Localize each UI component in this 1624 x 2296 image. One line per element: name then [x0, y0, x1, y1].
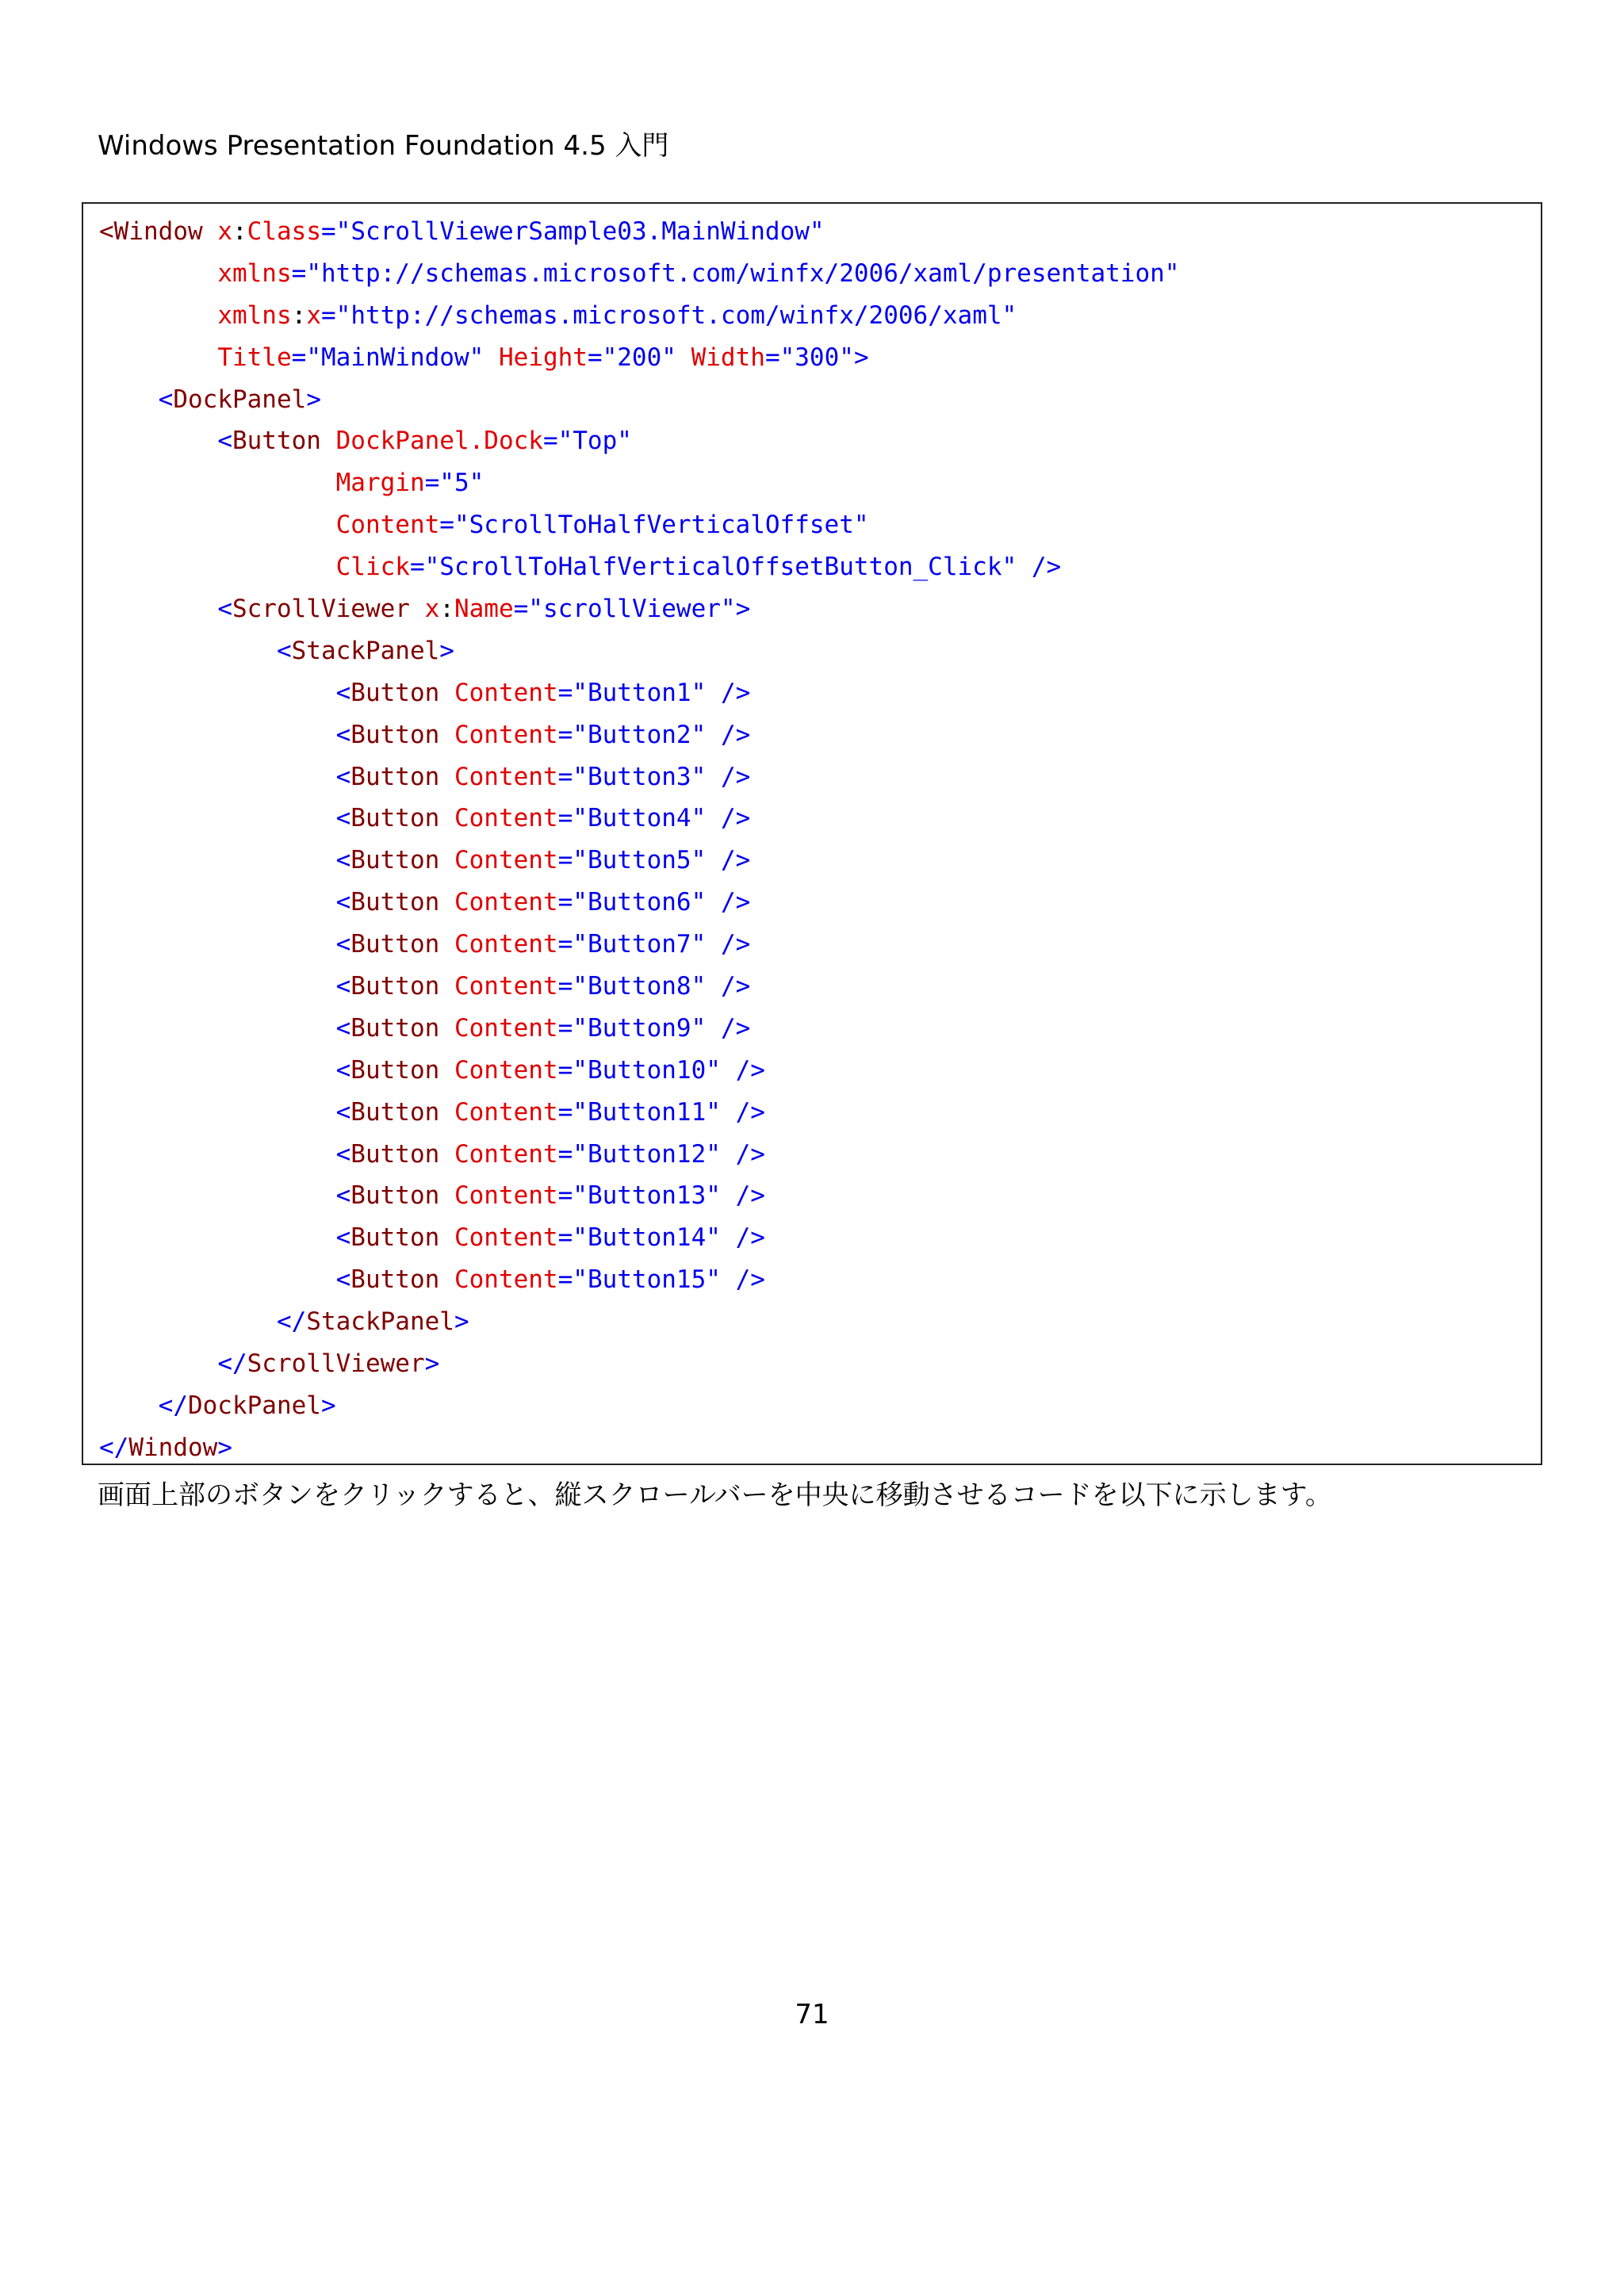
code-indent — [99, 1223, 336, 1252]
code-token: Content — [454, 1265, 558, 1295]
code-token: = — [764, 342, 780, 372]
code-token: Button — [350, 720, 440, 749]
code-token: Content — [454, 1223, 558, 1253]
code-token: = — [439, 511, 454, 540]
code-token: : — [232, 217, 247, 246]
code-token: < — [158, 385, 174, 414]
code-token: Content — [454, 720, 558, 749]
code-token: ScrollViewer — [232, 595, 410, 624]
code-token: < — [335, 888, 351, 917]
code-token: xmlns — [217, 300, 292, 330]
code-line — [99, 756, 1541, 798]
code-indent — [99, 1014, 336, 1043]
code-line — [99, 798, 1541, 840]
code-token: Button — [350, 1181, 440, 1211]
code-token — [203, 217, 218, 246]
code-token: "Button2" — [573, 720, 707, 749]
code-token: /> — [1031, 553, 1062, 582]
code-line — [99, 546, 1541, 588]
code-token: "Top" — [557, 427, 632, 456]
code-token: < — [335, 1265, 351, 1295]
code-token — [410, 595, 425, 623]
code-token: "Button9" — [573, 1013, 707, 1043]
code-token: Window — [128, 1433, 218, 1462]
code-token: = — [557, 678, 573, 707]
code-token: "Button3" — [573, 762, 707, 791]
code-token — [321, 427, 336, 455]
code-token: /> — [720, 1013, 751, 1043]
code-indent — [99, 1391, 159, 1420]
code-token: Button — [350, 762, 440, 791]
code-token — [706, 888, 721, 916]
code-token: < — [335, 804, 351, 833]
code-token: Height — [498, 342, 588, 372]
code-token — [439, 930, 454, 959]
code-token — [721, 1223, 736, 1252]
code-token: = — [557, 720, 573, 749]
code-token: Content — [454, 972, 558, 1001]
code-token: </ — [276, 1307, 307, 1337]
code-token — [706, 804, 721, 832]
code-token: "http://schemas.microsoft.com/winfx/2006/xaml/presentation" — [306, 258, 1180, 288]
code-token: Button — [350, 804, 440, 833]
code-indent — [99, 721, 336, 749]
code-token: /> — [735, 1265, 765, 1295]
code-token: "MainWindow" — [306, 342, 485, 372]
code-token: = — [557, 1223, 573, 1253]
code-token: x — [424, 595, 440, 624]
code-line — [99, 337, 1541, 379]
code-token: < — [335, 1097, 351, 1127]
code-token: Button — [350, 930, 440, 959]
code-token: < — [335, 1013, 351, 1043]
code-token: Button — [350, 1265, 440, 1295]
code-token — [706, 679, 721, 707]
code-token: "Button6" — [573, 888, 707, 917]
code-token: DockPanel.Dock — [335, 427, 543, 456]
code-line — [99, 1301, 1541, 1343]
code-token: = — [291, 258, 307, 288]
code-token: < — [335, 762, 351, 791]
code-token: StackPanel — [291, 636, 440, 665]
code-token — [439, 1014, 454, 1043]
code-line — [99, 462, 1541, 504]
code-token: = — [557, 888, 573, 917]
code-token: "Button13" — [573, 1181, 721, 1211]
code-token — [439, 972, 454, 1001]
code-token: < — [335, 1139, 351, 1169]
code-token — [706, 721, 721, 749]
code-line — [99, 1008, 1541, 1050]
caption-text: 画面上部のボタンをクリックすると、縦スクロールバーを中央に移動させるコードを以下に示します。 — [98, 1479, 1332, 1511]
code-token: Button — [350, 846, 440, 875]
code-token: = — [557, 804, 573, 833]
code-token: /> — [720, 972, 751, 1001]
code-token: xmlns — [217, 258, 292, 288]
code-token — [439, 1056, 454, 1085]
code-line — [99, 1343, 1541, 1385]
code-token: "Button15" — [573, 1265, 721, 1295]
code-token: /> — [735, 1223, 765, 1253]
code-token: </ — [217, 1349, 247, 1379]
code-line — [99, 420, 1541, 462]
code-token: "Button12" — [573, 1139, 721, 1169]
code-token: : — [291, 300, 307, 330]
code-token — [439, 1181, 454, 1210]
code-token: "200" — [602, 342, 676, 372]
code-token: = — [291, 342, 307, 372]
code-token: "ScrollToHalfVerticalOffsetButton_Click" — [424, 553, 1017, 582]
code-token: /> — [720, 762, 751, 791]
code-token: "Button8" — [573, 972, 707, 1001]
code-token — [439, 1098, 454, 1127]
code-listing — [82, 202, 1542, 1465]
code-token: = — [557, 1097, 573, 1127]
code-line — [99, 1217, 1541, 1259]
code-token: > — [735, 595, 751, 624]
code-token: < — [335, 1223, 351, 1253]
code-token: Button — [350, 1097, 440, 1127]
code-token — [706, 846, 721, 874]
code-line — [99, 1050, 1541, 1092]
code-token: /> — [720, 888, 751, 917]
code-token: Content — [454, 1181, 558, 1211]
code-token: < — [217, 427, 232, 456]
code-token: Button — [350, 972, 440, 1001]
code-indent — [99, 679, 336, 707]
code-token: Content — [454, 1139, 558, 1169]
code-token: Button — [350, 1139, 440, 1169]
code-indent — [99, 1181, 336, 1210]
code-token: = — [424, 469, 440, 498]
code-token: DockPanel — [173, 385, 307, 414]
code-token: = — [320, 300, 336, 330]
code-token — [439, 1223, 454, 1252]
code-token: < — [335, 846, 351, 875]
code-token: > — [306, 385, 321, 414]
code-token: /> — [720, 720, 751, 749]
code-token: <Window — [99, 217, 203, 246]
code-token — [439, 721, 454, 749]
code-token: = — [542, 427, 558, 456]
code-token — [439, 679, 454, 707]
page-number: 71 — [795, 1999, 829, 2030]
code-token: < — [276, 636, 292, 665]
code-token: Content — [454, 888, 558, 917]
code-indent — [99, 301, 217, 330]
code-token — [706, 930, 721, 959]
code-token: = — [557, 972, 573, 1001]
code-token: /> — [720, 804, 751, 833]
page-header: Windows Presentation Foundation 4.5 入門 — [98, 130, 669, 162]
code-token: "Button1" — [573, 678, 707, 707]
code-token: > — [853, 342, 869, 372]
code-token: Content — [454, 762, 558, 791]
code-token: Content — [454, 678, 558, 707]
code-token: "5" — [439, 469, 485, 498]
code-indent — [99, 1140, 336, 1169]
code-token — [439, 888, 454, 916]
code-line — [99, 588, 1541, 630]
code-token: /> — [735, 1055, 765, 1085]
code-token — [721, 1265, 736, 1294]
code-token: > — [320, 1391, 336, 1420]
code-token: Content — [454, 1055, 558, 1085]
code-token: < — [335, 678, 351, 707]
code-line — [99, 714, 1541, 756]
code-indent — [99, 1349, 217, 1378]
code-line — [99, 253, 1541, 295]
code-indent — [99, 930, 336, 959]
code-token: Click — [335, 553, 410, 582]
code-indent — [99, 595, 217, 623]
code-token: ScrollViewer — [247, 1349, 425, 1379]
code-token: "Button11" — [573, 1097, 721, 1127]
code-token — [439, 846, 454, 874]
code-line — [99, 504, 1541, 546]
code-token: "ScrollToHalfVerticalOffset" — [454, 511, 869, 540]
code-token: Margin — [335, 469, 425, 498]
code-token: > — [439, 636, 454, 665]
code-token: /> — [735, 1181, 765, 1211]
code-token: "Button10" — [573, 1055, 721, 1085]
code-indent — [99, 1098, 336, 1127]
code-token — [706, 763, 721, 791]
code-line — [99, 924, 1541, 966]
code-token: = — [557, 1181, 573, 1211]
code-token: Content — [454, 846, 558, 875]
code-line — [99, 882, 1541, 924]
code-token: Button — [350, 678, 440, 707]
code-token — [676, 343, 691, 372]
code-token: < — [335, 1055, 351, 1085]
code-line — [99, 295, 1541, 337]
code-token — [1017, 553, 1032, 581]
code-token: x — [217, 217, 232, 246]
code-token: /> — [720, 930, 751, 959]
code-token: > — [454, 1307, 469, 1337]
code-token: DockPanel — [187, 1391, 321, 1420]
code-line — [99, 1175, 1541, 1217]
code-token: /> — [720, 678, 751, 707]
code-token: Button — [232, 427, 321, 456]
code-token: = — [321, 217, 336, 246]
code-token: < — [335, 1181, 351, 1211]
code-line — [99, 1259, 1541, 1301]
code-token: = — [557, 846, 573, 875]
code-token: Button — [350, 1223, 440, 1253]
code-token: < — [335, 720, 351, 749]
code-token — [706, 1014, 721, 1043]
code-indent — [99, 427, 217, 455]
code-token: = — [557, 1139, 573, 1169]
code-line — [99, 1427, 1541, 1469]
code-token: = — [557, 1055, 573, 1085]
code-line — [99, 672, 1541, 714]
code-token: /> — [720, 846, 751, 875]
code-token: : — [439, 595, 454, 624]
code-token: Width — [691, 342, 765, 372]
code-token: "http://schemas.microsoft.com/winfx/2006/xaml" — [335, 300, 1017, 330]
code-line — [99, 630, 1541, 672]
code-token: > — [424, 1349, 440, 1379]
code-token: = — [557, 762, 573, 791]
code-indent — [99, 846, 336, 874]
code-indent — [99, 1307, 277, 1336]
code-line — [99, 379, 1541, 421]
code-line — [99, 840, 1541, 882]
code-token: x — [306, 300, 321, 330]
code-token: Content — [454, 1097, 558, 1127]
code-token: = — [557, 930, 573, 959]
code-token: Content — [454, 804, 558, 833]
code-token: Content — [454, 1013, 558, 1043]
code-token: "Button7" — [573, 930, 707, 959]
code-token: </ — [99, 1433, 129, 1462]
code-token — [439, 1265, 454, 1294]
code-indent — [99, 385, 159, 414]
code-indent — [99, 888, 336, 916]
code-token: = — [557, 1265, 573, 1295]
code-token: = — [587, 342, 603, 372]
code-token — [721, 1181, 736, 1210]
code-token — [721, 1140, 736, 1169]
code-token: = — [409, 553, 425, 582]
code-token: Content — [454, 930, 558, 959]
code-indent — [99, 259, 217, 288]
code-token — [439, 1140, 454, 1169]
code-indent — [99, 763, 336, 791]
code-token: Name — [454, 595, 514, 624]
code-token — [439, 804, 454, 832]
code-token: Content — [335, 511, 440, 540]
code-indent — [99, 972, 336, 1001]
code-token: = — [557, 1013, 573, 1043]
code-token: Button — [350, 888, 440, 917]
code-line — [99, 1134, 1541, 1176]
code-indent — [99, 343, 217, 372]
code-token: "Button5" — [573, 846, 707, 875]
code-indent — [99, 637, 277, 665]
code-line — [99, 1385, 1541, 1427]
code-token — [484, 343, 499, 372]
code-indent — [99, 511, 336, 539]
code-token: "scrollViewer" — [528, 595, 736, 624]
code-token: StackPanel — [306, 1307, 454, 1337]
code-token: "ScrollViewerSample03.MainWindow" — [335, 217, 825, 246]
code-line — [99, 211, 1541, 253]
code-token — [706, 972, 721, 1001]
code-token — [721, 1098, 736, 1127]
code-token: < — [335, 972, 351, 1001]
code-token — [439, 763, 454, 791]
code-token: Button — [350, 1013, 440, 1043]
code-token: </ — [158, 1391, 188, 1420]
code-indent — [99, 469, 336, 497]
code-token: < — [217, 595, 232, 624]
code-indent — [99, 553, 336, 581]
code-token: /> — [735, 1139, 765, 1169]
code-token: Title — [217, 342, 292, 372]
code-token: < — [335, 930, 351, 959]
code-token: = — [513, 595, 529, 624]
code-token: > — [217, 1433, 232, 1462]
code-indent — [99, 1265, 336, 1294]
code-line — [99, 966, 1541, 1008]
code-token: "Button14" — [573, 1223, 721, 1253]
code-line — [99, 1092, 1541, 1134]
code-token: "300" — [779, 342, 854, 372]
code-token: Class — [247, 217, 321, 246]
code-token: Button — [350, 1055, 440, 1085]
code-indent — [99, 1056, 336, 1085]
code-token — [721, 1056, 736, 1085]
code-token: /> — [735, 1097, 765, 1127]
code-token: "Button4" — [573, 804, 707, 833]
code-indent — [99, 804, 336, 832]
